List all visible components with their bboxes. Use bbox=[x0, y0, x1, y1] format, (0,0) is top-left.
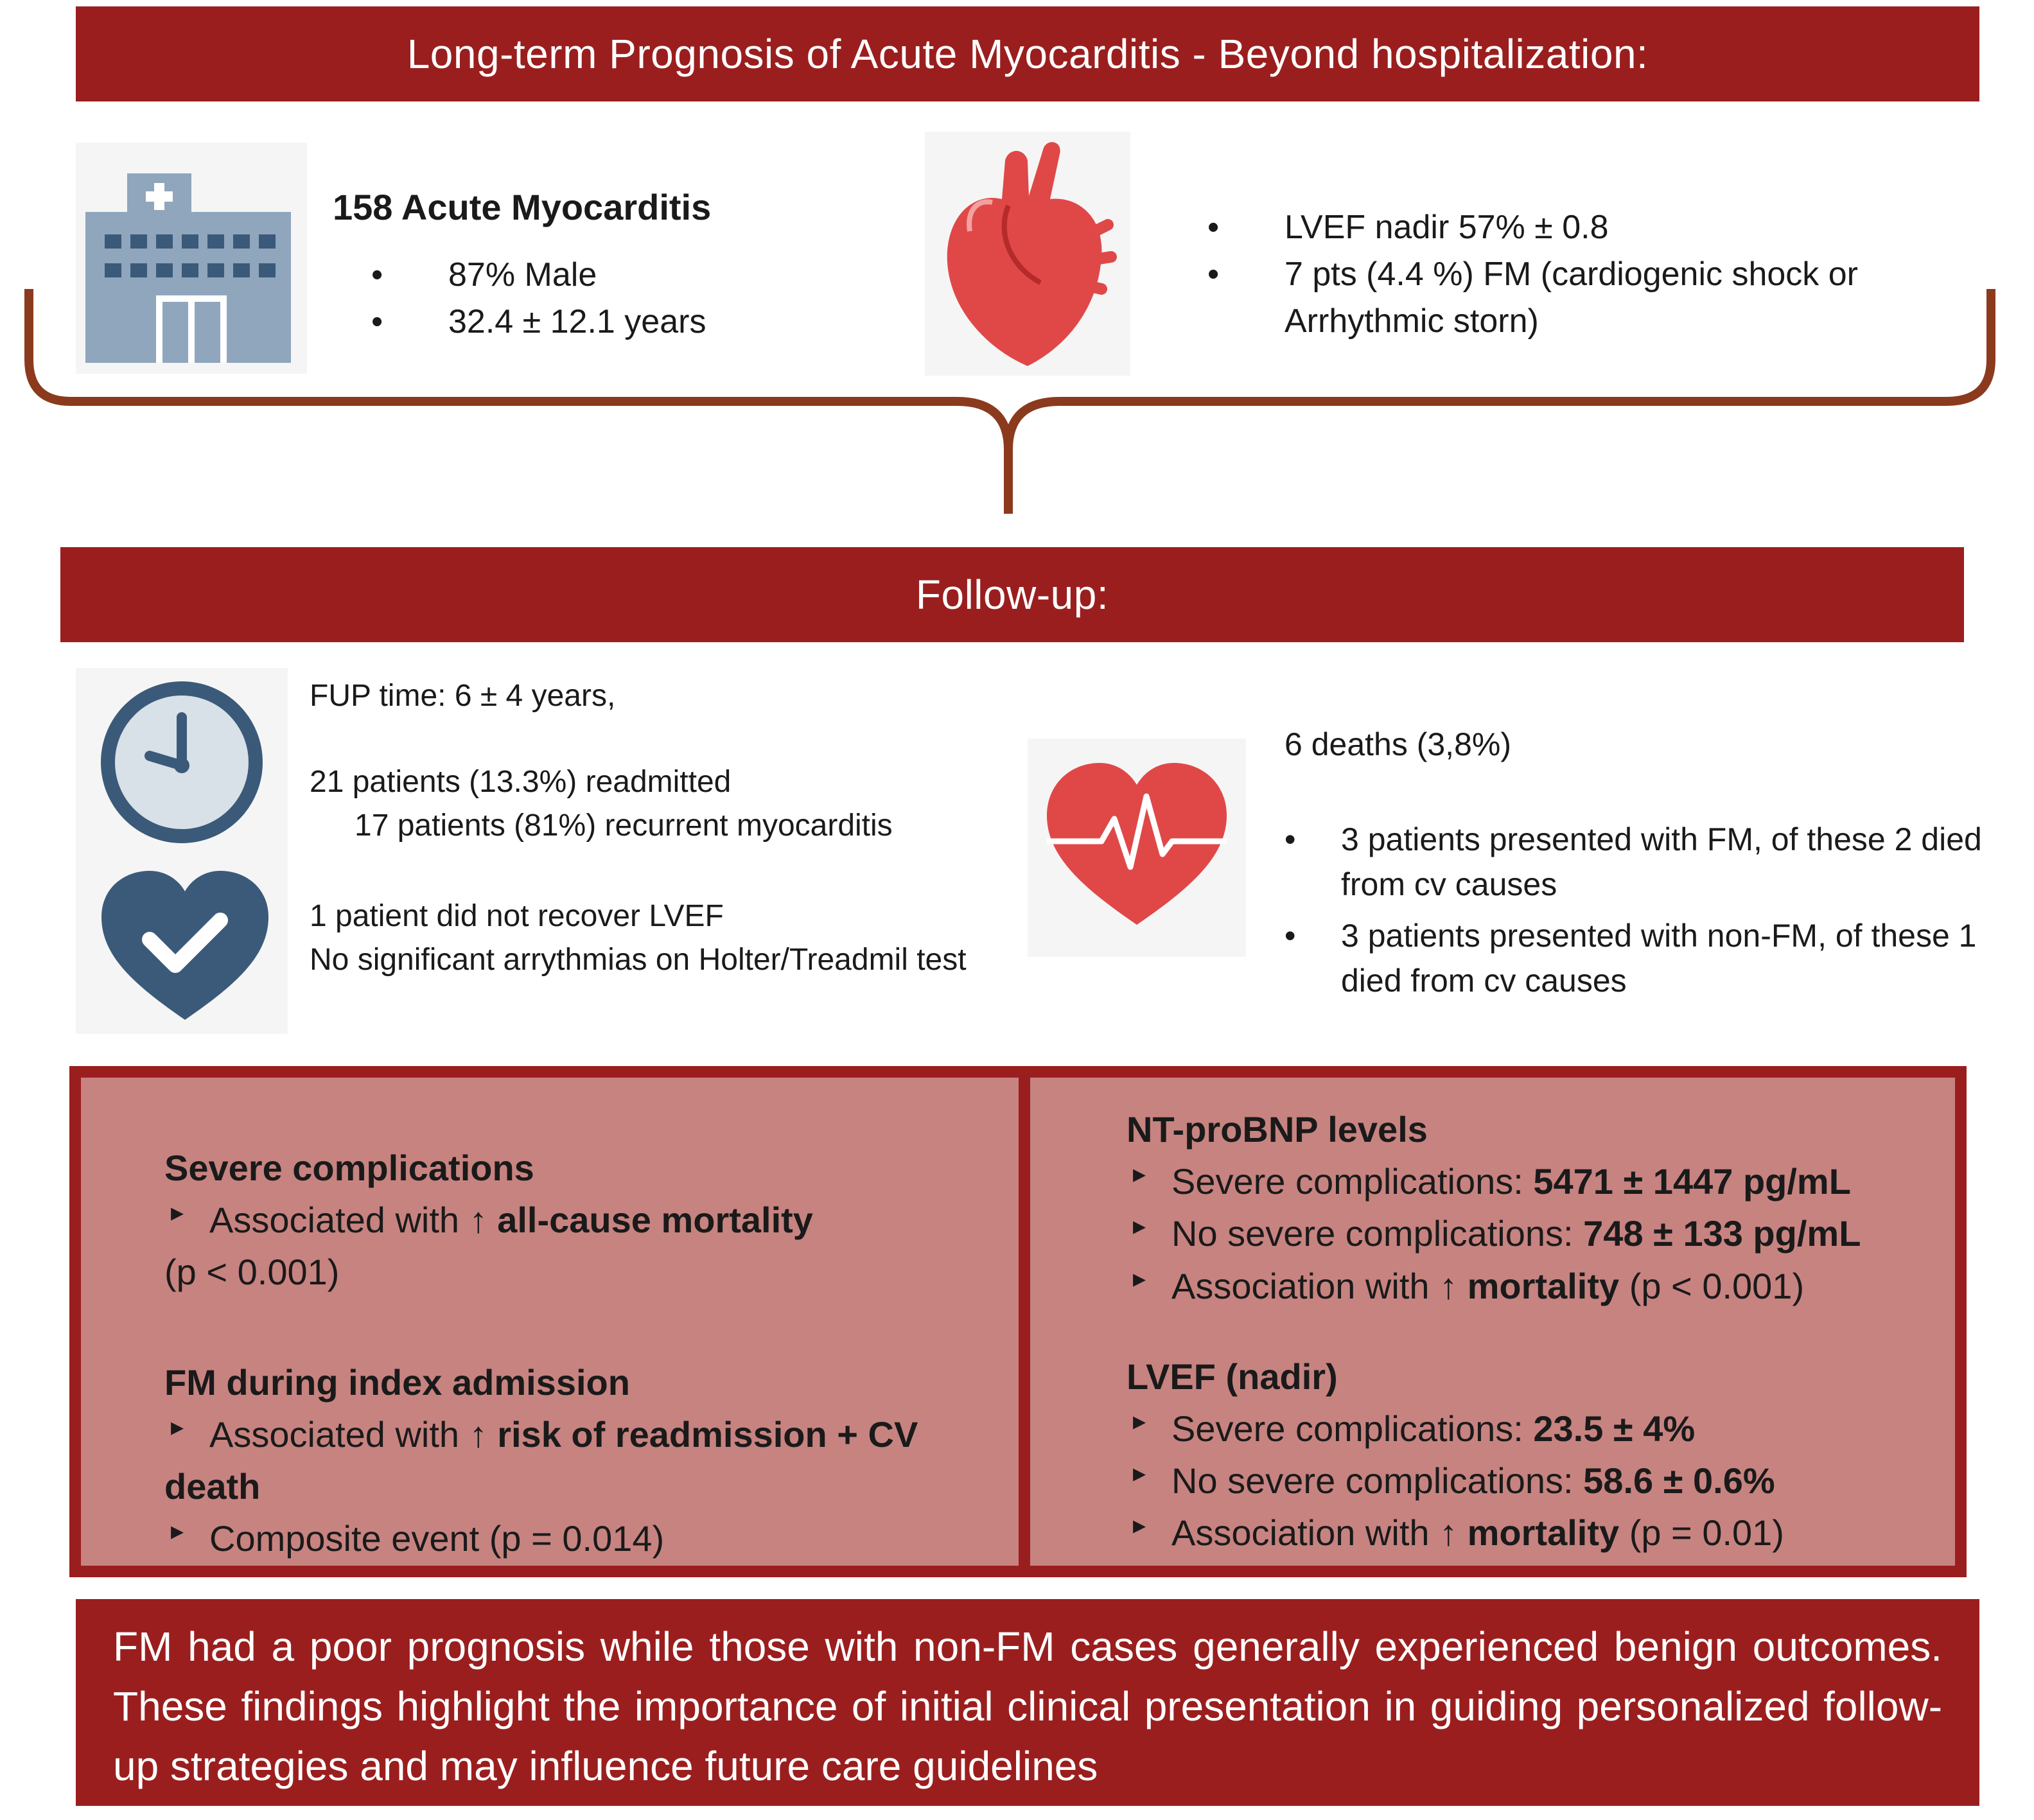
findings-box bbox=[69, 1066, 1967, 1577]
heart-check-icon bbox=[95, 866, 275, 1026]
cohort-bullet: • 87% Male bbox=[371, 252, 706, 299]
severe-line: ▸ Associated with ↑ all-cause mortality bbox=[164, 1194, 954, 1246]
recurrent: 17 patients (81%) recurrent myocarditis bbox=[355, 809, 893, 843]
ntprobnp-assoc: ▸ Association with ↑ mortality (p < 0.001) bbox=[1127, 1260, 1916, 1312]
lvef-assoc: ▸ Association with ↑ mortality (p = 0.01) bbox=[1127, 1507, 1916, 1559]
fm-heading: FM during index admission bbox=[164, 1361, 630, 1403]
death-bullet: • 3 patients presented with FM, of these 2 died from cv causes bbox=[1284, 817, 1997, 907]
conclusion-box bbox=[76, 1599, 1979, 1806]
page-title: Long-term Prognosis of Acute Myocarditis - Beyond hospitalization: bbox=[407, 31, 1649, 77]
severe-heading: Severe complications bbox=[164, 1148, 534, 1188]
heartbeat-icon bbox=[1040, 758, 1233, 931]
cohort-heading: 158 Acute Myocarditis bbox=[333, 187, 712, 227]
up-arrow-icon: ↑ bbox=[469, 1413, 487, 1455]
up-arrow-icon: ↑ bbox=[1439, 1265, 1458, 1306]
triangle-bullet-icon: ▸ bbox=[171, 1198, 184, 1227]
death-bullet: • 3 patients presented with non-FM, of these 1 died from cv causes bbox=[1284, 913, 1997, 1003]
ntprobnp-nosevere: ▸ No severe complications: 748 ± 133 pg/mL bbox=[1127, 1207, 1916, 1259]
triangle-bullet-icon: ▸ bbox=[171, 1412, 184, 1441]
triangle-bullet-icon: ▸ bbox=[1133, 1511, 1146, 1540]
no-recover: 1 patient did not recover LVEF bbox=[310, 899, 724, 933]
ntprobnp-heading: NT-proBNP levels bbox=[1127, 1109, 1428, 1150]
up-arrow-icon: ↑ bbox=[469, 1200, 487, 1241]
cohort-bullet: • 32.4 ± 12.1 years bbox=[371, 299, 706, 346]
death-list bbox=[1284, 817, 1997, 1003]
triangle-bullet-icon: ▸ bbox=[1133, 1160, 1146, 1189]
lvef-severe: ▸ Severe complications: 23.5 ± 4% bbox=[1127, 1403, 1916, 1455]
readmitted: 21 patients (13.3%) readmitted bbox=[310, 765, 732, 799]
triangle-bullet-icon: ▸ bbox=[1133, 1459, 1146, 1488]
up-arrow-icon: ↑ bbox=[1439, 1512, 1458, 1553]
triangle-bullet-icon: ▸ bbox=[1133, 1264, 1146, 1293]
ntprobnp-severe: ▸ Severe complications: 5471 ± 1447 pg/mL bbox=[1127, 1155, 1916, 1207]
fm-line: ▸ Associated with ↑ risk of readmission + CV death bbox=[164, 1408, 954, 1512]
fup-time: FUP time: 6 ± 4 years, bbox=[310, 679, 616, 713]
title-banner bbox=[76, 6, 1979, 101]
admission-bullet: • 7 pts (4.4 %) FM (cardiogenic shock or Arrhythmic storn) bbox=[1207, 251, 1946, 345]
followup-title: Follow-up: bbox=[915, 572, 1109, 618]
triangle-bullet-icon: ▸ bbox=[1133, 1406, 1146, 1435]
fm-composite: ▸ Composite event (p = 0.014) bbox=[164, 1512, 954, 1564]
lvef-heading: LVEF (nadir) bbox=[1127, 1356, 1338, 1397]
severe-pvalue: (p < 0.001) bbox=[164, 1252, 340, 1293]
followup-banner bbox=[60, 547, 1964, 642]
findings-right bbox=[1030, 1078, 1955, 1566]
lvef-nosevere: ▸ No severe complications: 58.6 ± 0.6% bbox=[1127, 1455, 1916, 1507]
triangle-bullet-icon: ▸ bbox=[171, 1517, 184, 1546]
findings-left bbox=[81, 1078, 1019, 1566]
triangle-bullet-icon: ▸ bbox=[1133, 1212, 1146, 1241]
conclusion-text: FM had a poor prognosis while those with non-FM cases generally experienced benign outcomes. These findings highlight the importance of initial clinical presentation in guiding personalized follow-up strategies and may influence future care guidelines bbox=[113, 1623, 1942, 1789]
arrhythmias: No significant arrythmias on Holter/Treadmil test bbox=[310, 943, 967, 977]
admission-bullet: • LVEF nadir 57% ± 0.8 bbox=[1207, 204, 1946, 251]
brace-connector bbox=[0, 283, 2034, 527]
clock-icon bbox=[95, 676, 268, 849]
deaths: 6 deaths (3,8%) bbox=[1284, 726, 1511, 762]
